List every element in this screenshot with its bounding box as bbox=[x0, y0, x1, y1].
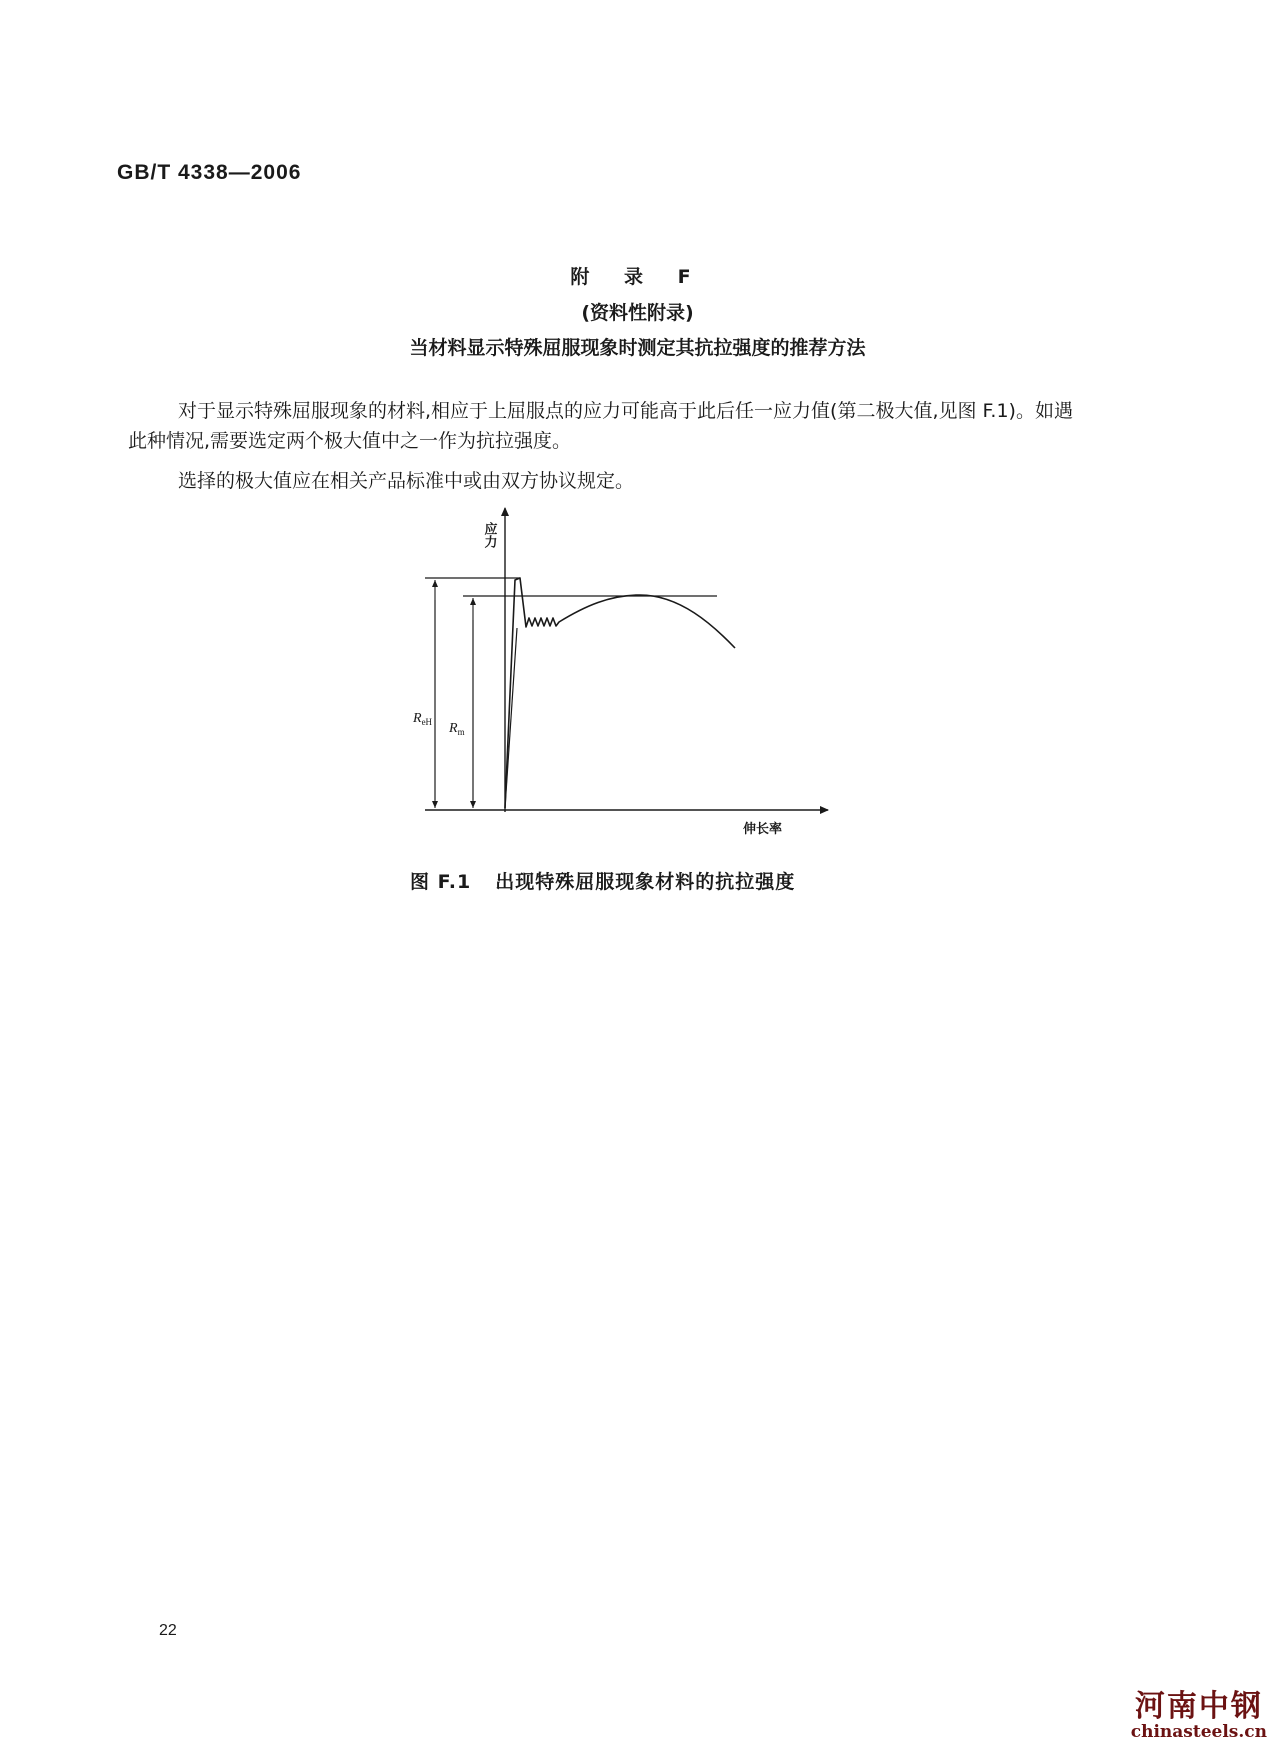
caption-title: 出现特殊屈服现象材料的抗拉强度 bbox=[495, 871, 796, 893]
body-paragraph-1: 对于显示特殊屈服现象的材料,相应于上屈服点的应力可能高于此后任一应力值(第二极大值,见图 F.1)。如遇此种情况,需要选定两个极大值中之一作为抗拉强度。 bbox=[128, 400, 1073, 452]
reh-subscript: eH bbox=[421, 717, 433, 727]
reh-symbol: R bbox=[413, 711, 422, 726]
stress-strain-diagram bbox=[395, 500, 845, 840]
rm-label bbox=[448, 721, 465, 737]
annex-heading: 当材料显示特殊屈服现象时测定其抗拉强度的推荐方法 bbox=[409, 337, 866, 359]
standard-code: GB/T 4338—2006 bbox=[117, 161, 302, 184]
page-number: 22 bbox=[159, 1622, 177, 1639]
annex-type: (资料性附录) bbox=[581, 302, 694, 324]
reh-label bbox=[412, 711, 433, 727]
watermark-logo bbox=[1130, 1689, 1267, 1742]
watermark-text: 河南中钢 bbox=[1134, 1689, 1263, 1724]
rm-subscript: m bbox=[457, 727, 465, 737]
stress-strain-curve bbox=[505, 578, 735, 808]
figure-caption bbox=[410, 867, 795, 894]
rm-symbol: R bbox=[449, 721, 458, 736]
watermark-url: chinasteels.cn bbox=[1130, 1722, 1267, 1742]
stress-strain-figure bbox=[395, 500, 845, 840]
y-axis-label: 应力 bbox=[481, 522, 497, 548]
body-paragraph-2: 选择的极大值应在相关产品标准中或由双方协议规定。 bbox=[178, 470, 635, 492]
x-axis-label: 伸长率 bbox=[743, 822, 783, 837]
annex-title: 附 录 F bbox=[570, 266, 705, 288]
caption-number: 图 F.1 bbox=[410, 871, 472, 893]
